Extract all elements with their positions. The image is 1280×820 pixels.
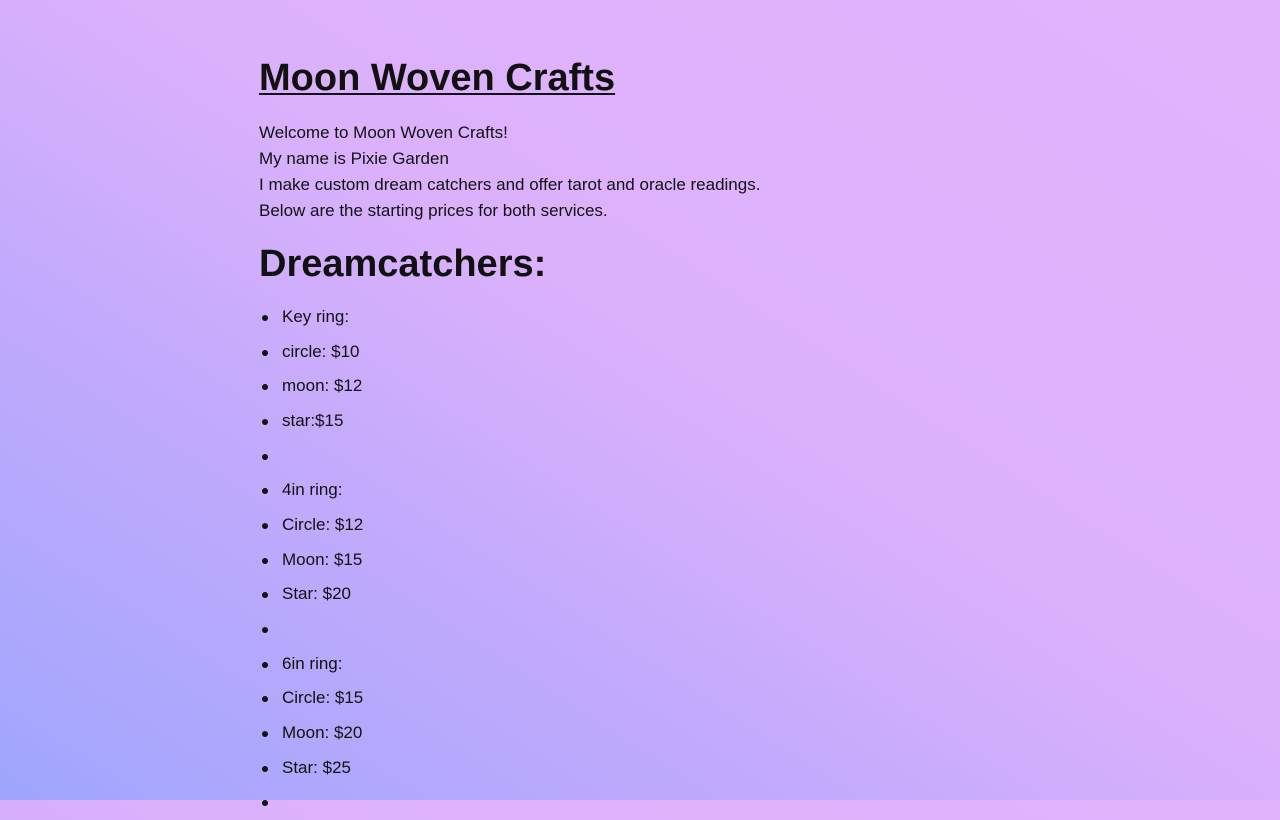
list-item [259,785,1019,820]
list-item: Circle: $12 [259,508,1019,543]
list-item: Moon: $15 [259,543,1019,578]
main-content [259,0,1019,820]
dreamcatcher-price-list [259,300,1019,820]
list-item: 4in ring: [259,473,1019,508]
list-item [259,439,1019,474]
intro-line-prices: Below are the starting prices for both services. [259,201,608,220]
list-item: moon: $12 [259,369,1019,404]
list-item: circle: $10 [259,335,1019,370]
list-item: star:$15 [259,404,1019,439]
list-item: Key ring: [259,300,1019,335]
intro-line-welcome: Welcome to Moon Woven Crafts! [259,123,508,142]
list-item: Star: $25 [259,751,1019,786]
page-title: Moon Woven Crafts [259,57,616,99]
intro-text [259,120,1019,224]
list-item [259,612,1019,647]
dreamcatchers-heading: Dreamcatchers: [259,243,547,285]
list-item: Star: $20 [259,577,1019,612]
list-item: Circle: $15 [259,681,1019,716]
list-item: 6in ring: [259,647,1019,682]
intro-line-services: I make custom dream catchers and offer tarot and oracle readings. [259,175,761,194]
intro-line-name: My name is Pixie Garden [259,149,449,168]
list-item: Moon: $20 [259,716,1019,751]
